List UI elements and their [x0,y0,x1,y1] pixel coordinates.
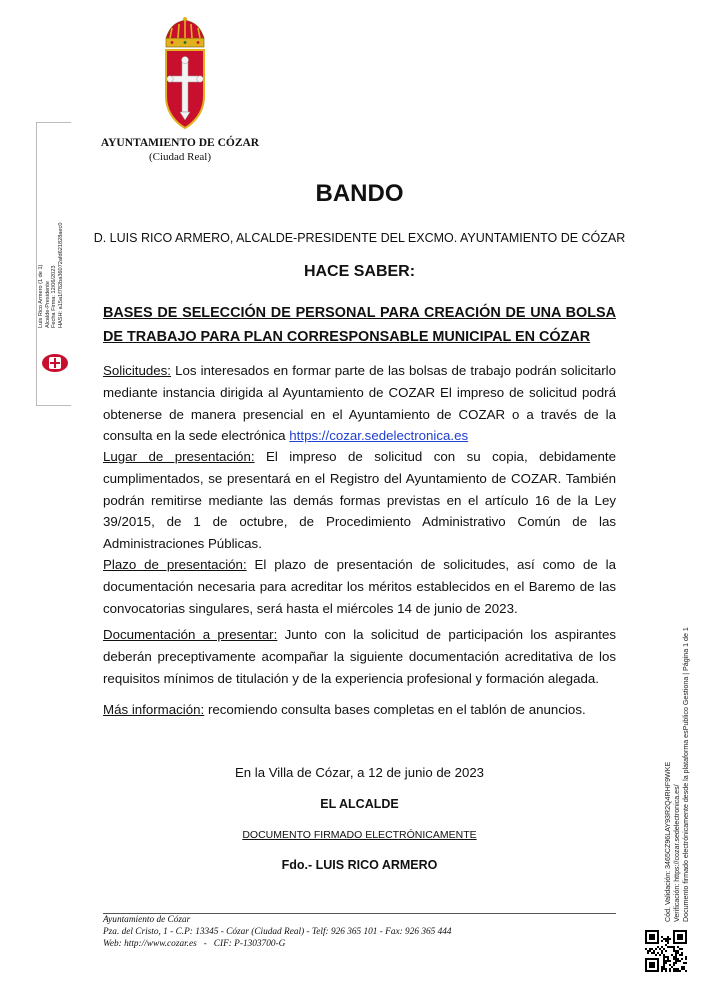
mas-informacion-label: Más información: [103,702,205,717]
platform-note: Documento firmado electrónicamente desde la plataforma esPublico Gestiona | Página 1 de 1 [682,627,690,922]
mas-informacion-paragraph [103,699,616,721]
solicitudes-text: Los interesados en formar parte de las bolsas de trabajo podrán solicitarlo mediante instancia dirigida al Ayuntamiento de COZAR El impreso de solicitud podrá obtenerse de manera presencial en el Ayuntamiento de COZAR o a través de la consulta en la sede electrónica [103,363,616,444]
electronic-signature-note: DOCUMENTO FIRMADO ELECTRÓNICAMENTE [242,829,477,841]
solicitudes-paragraph [103,360,616,447]
bases-title: BASES DE SELECCIÓN DE PERSONAL PARA CREACIÓN DE UNA BOLSA DE TRABAJO PARA PLAN CORRESPONSABLE MUNICIPAL EN CÓZAR [103,305,616,345]
plazo-label: Plazo de presentación: [103,557,247,572]
documentacion-paragraph [103,624,616,689]
signature-date: Fecha Firma: 12/06/2023 [51,265,57,328]
sede-electronica-link[interactable]: https://cozar.sedelectronica.es [289,428,469,444]
footer-web: Web: http://www.cozar.es - CIF: P-1303700-G [103,939,286,949]
documentacion-label: Documentación a presentar: [103,627,278,642]
signature-role: Alcalde-Presidente [44,281,51,328]
coat-of-arms-logo [162,16,208,132]
lugar-text: El impreso de solicitud con su copia, debidamente cumplimentados, se presentará en el Registro del Ayuntamiento de COZAR. También podrán remitirse mediante las demás formas previstas en el artículo 16 de la Ley 39/2015, de 1 de octubre, de Procedimiento Administrativo Común de las Administraciones Públicas. [103,449,616,552]
document-title: BANDO [315,180,404,207]
issuer-line: D. LUIS RICO ARMERO, ALCALDE-PRESIDENTE DEL EXCMO. AYUNTAMIENTO DE CÓZAR [93,231,626,245]
verification-url: Verificación: https://cozar.sedelectronica.es/ [673,784,681,922]
signature-signer: Luis Rico Armero (1 de 1) [38,264,44,328]
footer-divider [103,913,616,914]
place-date: En la Villa de Cózar, a 12 de junio de 2023 [234,765,485,780]
footer-address: Pza. del Cristo, 1 - C.P: 13345 - Cózar (Ciudad Real) - Telf: 926 365 101 - Fax: 926 365 444 [103,927,452,937]
signer-name: Fdo.- LUIS RICO ARMERO [281,858,438,872]
solicitudes-label: Solicitudes: [103,363,171,378]
signature-hash: HASH: a15a1f782ba36072afd621828aec0 [57,222,64,328]
plazo-text: El plazo de presentación de solicitudes, así como de la documentación necesaria para acreditar los méritos establecidos en el Baremo de las convocatorias singulares, será hasta el miércoles 14 de junio de 2023. [103,557,616,616]
organization-name: AYUNTAMIENTO DE CÓZAR [100,137,260,149]
validation-code: Cód. Validación: 3465CZ96LAY93R2Q4RHF9WKE [664,761,672,922]
plazo-paragraph [103,554,616,619]
footer-org: Ayuntamiento de Cózar [103,915,191,925]
documentacion-text: Junto con la solicitud de participación los aspirantes deberán preceptivamente acompañar la siguiente documentación acreditativa de los requisitos mínimos de titulación y de la experiencia profesional y formación alegada. [103,627,616,686]
signer-title: EL ALCALDE [320,797,399,811]
hace-saber-heading: HACE SABER: [303,263,416,280]
qr-code-icon [645,930,687,972]
organization-subtitle: (Ciudad Real) [148,151,211,163]
signature-seal-icon [41,352,69,374]
lugar-paragraph [103,446,616,555]
lugar-label: Lugar de presentación: [103,449,255,464]
mas-informacion-text: recomiendo consulta bases completas en el tablón de anuncios. [204,702,586,717]
